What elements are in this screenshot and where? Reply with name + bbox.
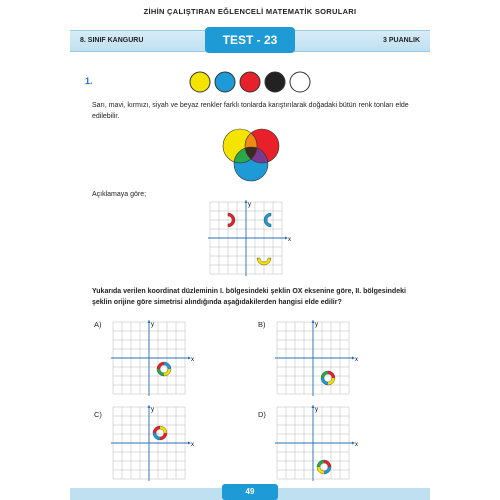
option-a-ring <box>157 362 171 376</box>
question-paragraph-1: Sarı, mavi, kırmızı, siyah ve beyaz renkler farklı tonlarda karıştırılarak doğadaki bütün renk tonları elde edilebilir. <box>92 102 409 120</box>
svg-text:y: y <box>315 407 318 413</box>
blue-dot <box>215 72 235 92</box>
option-a-grid[interactable] <box>108 320 198 396</box>
question-number: 1. <box>85 76 93 86</box>
test-title: TEST - 23 <box>205 27 295 53</box>
color-mixing-venn <box>218 126 284 184</box>
option-c-label[interactable]: C) <box>94 410 102 419</box>
svg-text:y: y <box>151 407 154 413</box>
question-paragraph-3: Yukarıda verilen koordinat düzleminin I. bölgesindeki şeklin OX eksenine göre, II. bölgesindeki şeklin orijine göre simetrisi alındığında aşağıdakilerden hangisi elde edilir? <box>92 288 406 306</box>
option-b-label[interactable]: B) <box>258 320 266 329</box>
points-label: 3 PUANLIK <box>383 37 420 44</box>
option-d-grid[interactable] <box>272 405 362 481</box>
svg-text:x: x <box>355 357 358 363</box>
question-paragraph-2: Açıklamaya göre; <box>92 191 147 198</box>
x-axis-label: x <box>288 237 291 243</box>
black-dot <box>265 72 285 92</box>
svg-text:y: y <box>151 322 154 328</box>
main-coordinate-grid <box>205 200 295 276</box>
svg-text:x: x <box>355 442 358 448</box>
page-number: 49 <box>222 484 278 500</box>
svg-text:x: x <box>191 442 194 448</box>
svg-text:x: x <box>191 357 194 363</box>
color-dots <box>188 70 312 94</box>
option-a-label[interactable]: A) <box>94 320 102 329</box>
yellow-dot <box>190 72 210 92</box>
option-c-grid[interactable] <box>108 405 198 481</box>
option-b-grid[interactable] <box>272 320 362 396</box>
option-c-ring <box>153 426 167 440</box>
option-d-ring <box>317 460 331 474</box>
white-dot <box>290 72 310 92</box>
grade-label: 8. SINIF KANGURU <box>80 37 144 44</box>
option-d-label[interactable]: D) <box>258 410 266 419</box>
y-axis-label: y <box>248 202 251 208</box>
option-b-ring <box>321 371 335 385</box>
red-dot <box>240 72 260 92</box>
svg-text:y: y <box>315 322 318 328</box>
book-title: ZİHİN ÇALIŞTIRAN EĞLENCELİ MATEMATİK SORULARI <box>100 2 400 22</box>
